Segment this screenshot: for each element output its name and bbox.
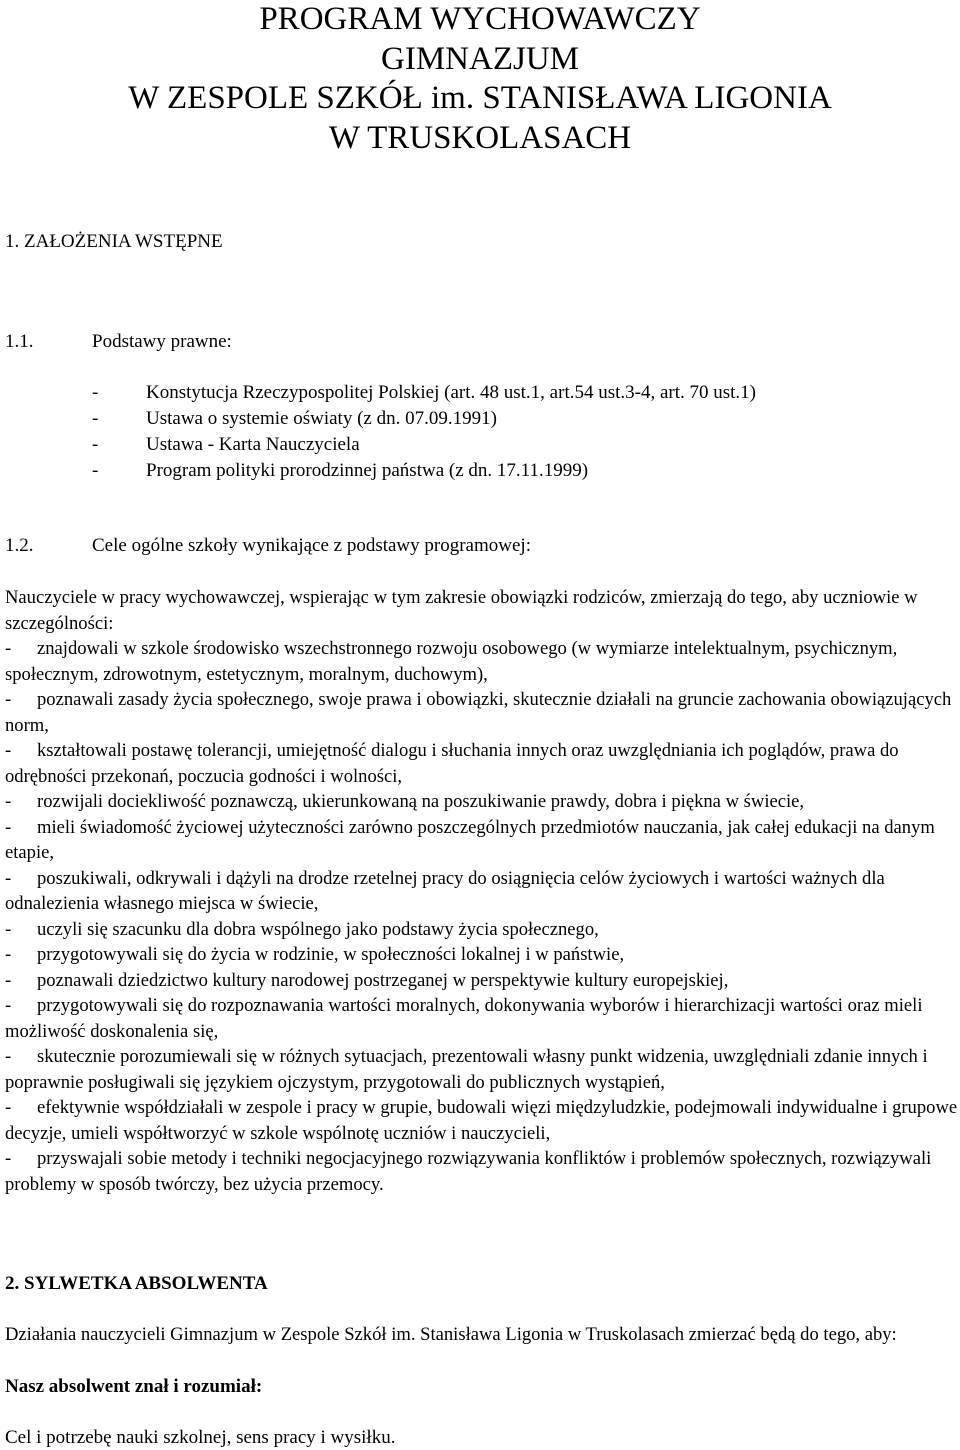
graduate-item: Cel i potrzebę nauki szkolnej, sens pracy i wysiłku.	[5, 1427, 396, 1448]
subsection-title: Cele ogólne szkoły wynikające z podstawy programowej:	[92, 535, 531, 556]
goal-item: - skutecznie porozumiewali się w różnych sytuacjach, prezentowali własny punkt widzenia, uwzględniali zdanie innych i poprawnie posługiwali się językiem ojczystym, przygotowali do publicznych wystąpień,	[5, 1046, 928, 1093]
title-line-4: W TRUSKOLASACH	[328, 119, 632, 156]
document-title	[0, 0, 960, 158]
subsection-number: 1.1.	[5, 331, 34, 352]
legal-item: - Program polityki prorodzinnej państwa (z dn. 17.11.1999)	[92, 460, 589, 481]
section2-heading: 2. SYLWETKA ABSOLWENTA	[5, 1273, 268, 1294]
goal-item: - przygotowywali się do rozpoznawania wartości moralnych, dokonywania wyborów i hierarchizacji wartości oraz mieli możliwość doskonalenia się,	[5, 995, 923, 1042]
subsection-1-2	[5, 534, 531, 558]
goal-item: - poznawali zasady życia społecznego, swoje prawa i obowiązki, skutecznie działali na gruncie zachowania obowiązujących norm,	[5, 689, 952, 736]
legal-item: - Ustawa - Karta Nauczyciela	[92, 434, 360, 455]
goal-item: - kształtowali postawę tolerancji, umiejętność dialogu i słuchania innych oraz uwzględniania ich poglądów, prawa do odrębności przekonań, poczucia godności i wolności,	[5, 740, 899, 787]
goal-item: - mieli świadomość życiowej użyteczności zarówno poszczególnych przedmiotów nauczania, jak całej edukacji na danym etapie,	[5, 816, 935, 863]
section2-intro: Działania nauczycieli Gimnazjum w Zespole Szkół im. Stanisława Ligonia w Truskolasach zmierzać będą do tego, aby:	[5, 1324, 897, 1345]
goal-item: - przyswajali sobie metody i techniki negocjacyjnego rozwiązywania konfliktów i problemów społecznych, rozwiązywali problemy w sposób twórczy, bez użycia przemocy.	[5, 1148, 932, 1195]
goal-item: - znajdowali w szkole środowisko wszechstronnego rozwoju osobowego (w wymiarze intelektualnym, psychicznym, społecznym, zdrowotnym, estetycznym, moralnym, duchowym),	[5, 638, 898, 685]
goal-item: - efektywnie współdziałali w zespole i pracy w grupie, budowali więzi międzyludzkie, podejmowali indywidualne i grupowe decyzje, umieli współtworzyć w szkole wspólnotę uczniów i nauczycieli,	[5, 1097, 958, 1144]
legal-item: - Ustawa o systemie oświaty (z dn. 07.09.1991)	[92, 408, 497, 429]
section1-heading: 1. ZAŁOŻENIA WSTĘPNE	[5, 231, 223, 252]
goal-item: - przygotowywali się do życia w rodzinie, w społeczności lokalnej i w państwie,	[5, 944, 625, 965]
goal-item: - rozwijali dociekliwość poznawczą, ukierunkowaną na poszukiwanie prawdy, dobra i piękna w świecie,	[5, 791, 805, 812]
section2-subheading: Nasz absolwent znał i rozumiał:	[5, 1376, 263, 1397]
goal-item: - poznawali dziedzictwo kultury narodowej postrzeganej w perspektywie kultury europejskiej,	[5, 969, 729, 991]
subsection-number: 1.2.	[5, 535, 34, 556]
legal-item: - Konstytucja Rzeczypospolitej Polskiej (art. 48 ust.1, art.54 ust.3-4, art. 70 ust.1)	[92, 382, 757, 403]
goal-item: - uczyli się szacunku dla dobra wspólnego jako podstawy życia społecznego,	[5, 918, 599, 940]
title-line-2: GIMNAZJUM	[381, 40, 579, 77]
subsection-1-1	[5, 330, 232, 354]
goals-intro: Nauczyciele w pracy wychowawczej, wspierając w tym zakresie obowiązki rodziców, zmierzają do tego, aby uczniowie w szczególności:	[5, 587, 918, 634]
title-line-1: PROGRAM WYCHOWAWCZY	[259, 1, 701, 37]
subsection-title: Podstawy prawne:	[92, 331, 232, 352]
goal-item: - poszukiwali, odkrywali i dążyli na drodze rzetelnej pracy do osiągnięcia celów życiowych i wartości ważnych dla odnalezienia własnego miejsca w świecie,	[5, 867, 885, 914]
goals-body	[5, 585, 960, 1197]
title-line-3: W ZESPOLE SZKÓŁ im. STANISŁAWA LIGONIA	[128, 80, 832, 116]
